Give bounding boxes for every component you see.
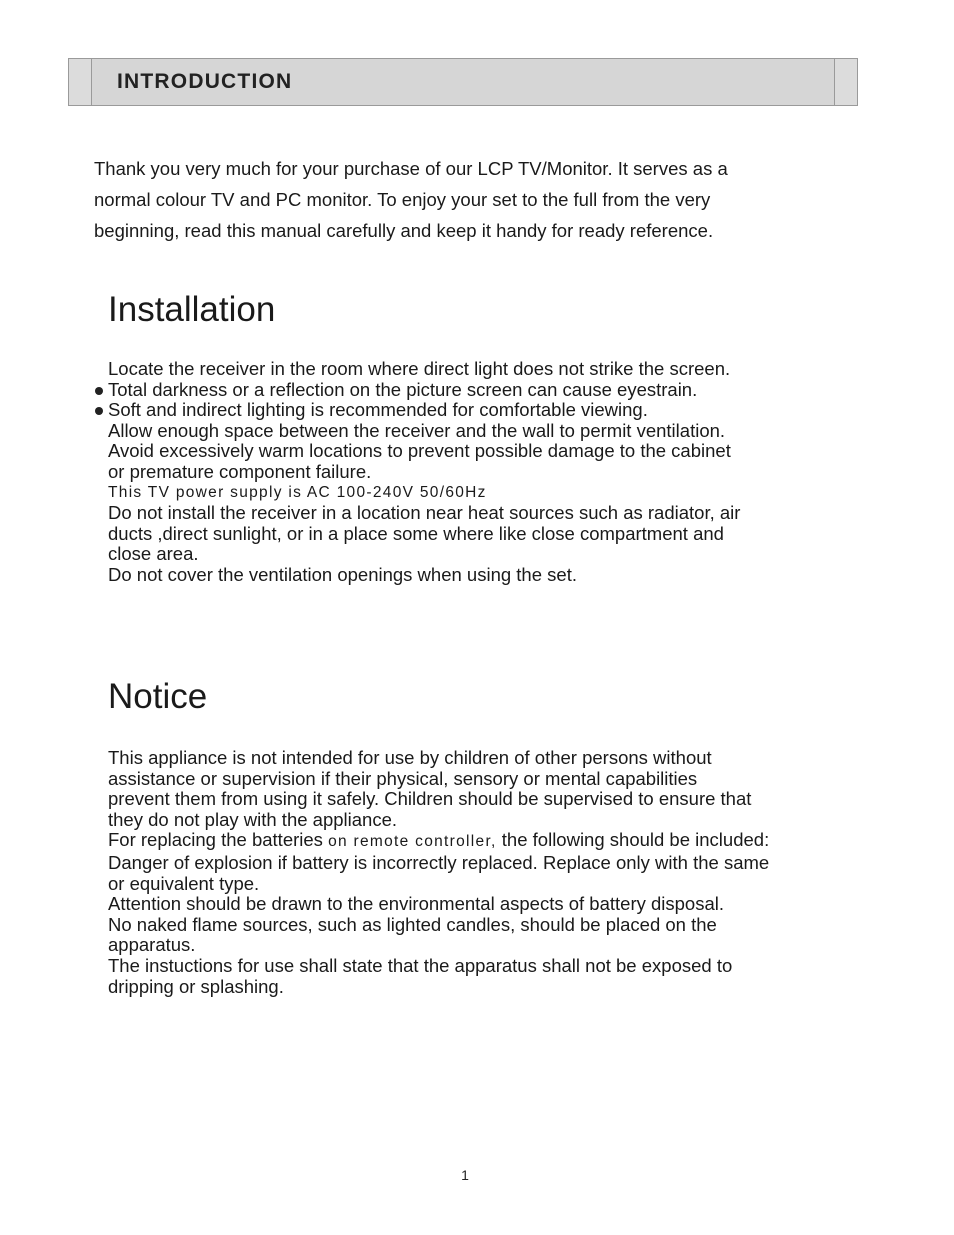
notice-line: This appliance is not intended for use by children of other persons without bbox=[108, 747, 712, 768]
installation-bullet-item bbox=[108, 400, 868, 421]
notice-line: Attention should be drawn to the environmental aspects of battery disposal. bbox=[108, 893, 725, 915]
header-right-cap bbox=[834, 59, 857, 105]
intro-line: Thank you very much for your purchase of our LCP TV/Monitor. It serves as a bbox=[94, 158, 728, 179]
remote-controller-text: on remote controller, bbox=[328, 833, 497, 851]
battery-replacement-line bbox=[108, 830, 868, 853]
installation-line: or premature component failure. bbox=[108, 460, 372, 482]
notice-line: prevent them from using it safely. Children should be supervised to ensure that bbox=[108, 788, 752, 810]
page-number: 1 bbox=[461, 1167, 469, 1183]
notice-line: assistance or supervision if their physical, sensory or mental capabilities bbox=[108, 767, 698, 789]
installation-line: Total darkness or a reflection on the picture screen can cause eyestrain. bbox=[108, 378, 698, 400]
battery-line-start: For replacing the batteries bbox=[108, 829, 329, 851]
notice-line: Danger of explosion if battery is incorrectly replaced. Replace only with the same bbox=[108, 851, 770, 873]
header-left-cap bbox=[69, 59, 92, 105]
installation-line: Locate the receiver in the room where direct light does not strike the screen. bbox=[108, 358, 731, 379]
notice-line: they do not play with the appliance. bbox=[108, 808, 397, 830]
notice-line: or equivalent type. bbox=[108, 872, 260, 894]
installation-line: Soft and indirect lighting is recommended for comfortable viewing. bbox=[108, 399, 648, 421]
installation-line: close area. bbox=[108, 543, 199, 565]
installation-line: Do not install the receiver in a location near heat sources such as radiator, air bbox=[108, 502, 741, 524]
notice-text bbox=[108, 748, 868, 997]
notice-line: apparatus. bbox=[108, 934, 196, 956]
installation-line: Allow enough space between the receiver and the wall to permit ventilation. bbox=[108, 419, 726, 441]
notice-line: The instuctions for use shall state that the apparatus shall not be exposed to bbox=[108, 954, 733, 976]
installation-text bbox=[108, 359, 868, 586]
intro-paragraph bbox=[94, 153, 834, 246]
power-supply-line: This TV power supply is AC 100-240V 50/60Hz bbox=[108, 483, 487, 501]
battery-line-end: the following should be included: bbox=[496, 829, 770, 851]
notice-line: No naked flame sources, such as lighted candles, should be placed on the bbox=[108, 913, 717, 935]
bullet-dot-icon bbox=[95, 387, 103, 395]
header-title: INTRODUCTION bbox=[117, 70, 293, 93]
installation-bullet-item bbox=[108, 380, 868, 401]
notice-line: dripping or splashing. bbox=[108, 975, 284, 997]
section-header-bar bbox=[68, 58, 858, 106]
installation-heading: Installation bbox=[108, 290, 276, 329]
bullet-dot-icon bbox=[95, 407, 103, 415]
intro-line: normal colour TV and PC monitor. To enjoy your set to the full from the very bbox=[94, 189, 711, 210]
installation-line: ducts ,direct sunlight, or in a place some where like close compartment and bbox=[108, 522, 724, 544]
intro-line: beginning, read this manual carefully and keep it handy for ready reference. bbox=[94, 220, 714, 241]
installation-line: Do not cover the ventilation openings when using the set. bbox=[108, 563, 577, 585]
installation-line: Avoid excessively warm locations to prevent possible damage to the cabinet bbox=[108, 440, 731, 462]
notice-heading: Notice bbox=[108, 677, 208, 716]
